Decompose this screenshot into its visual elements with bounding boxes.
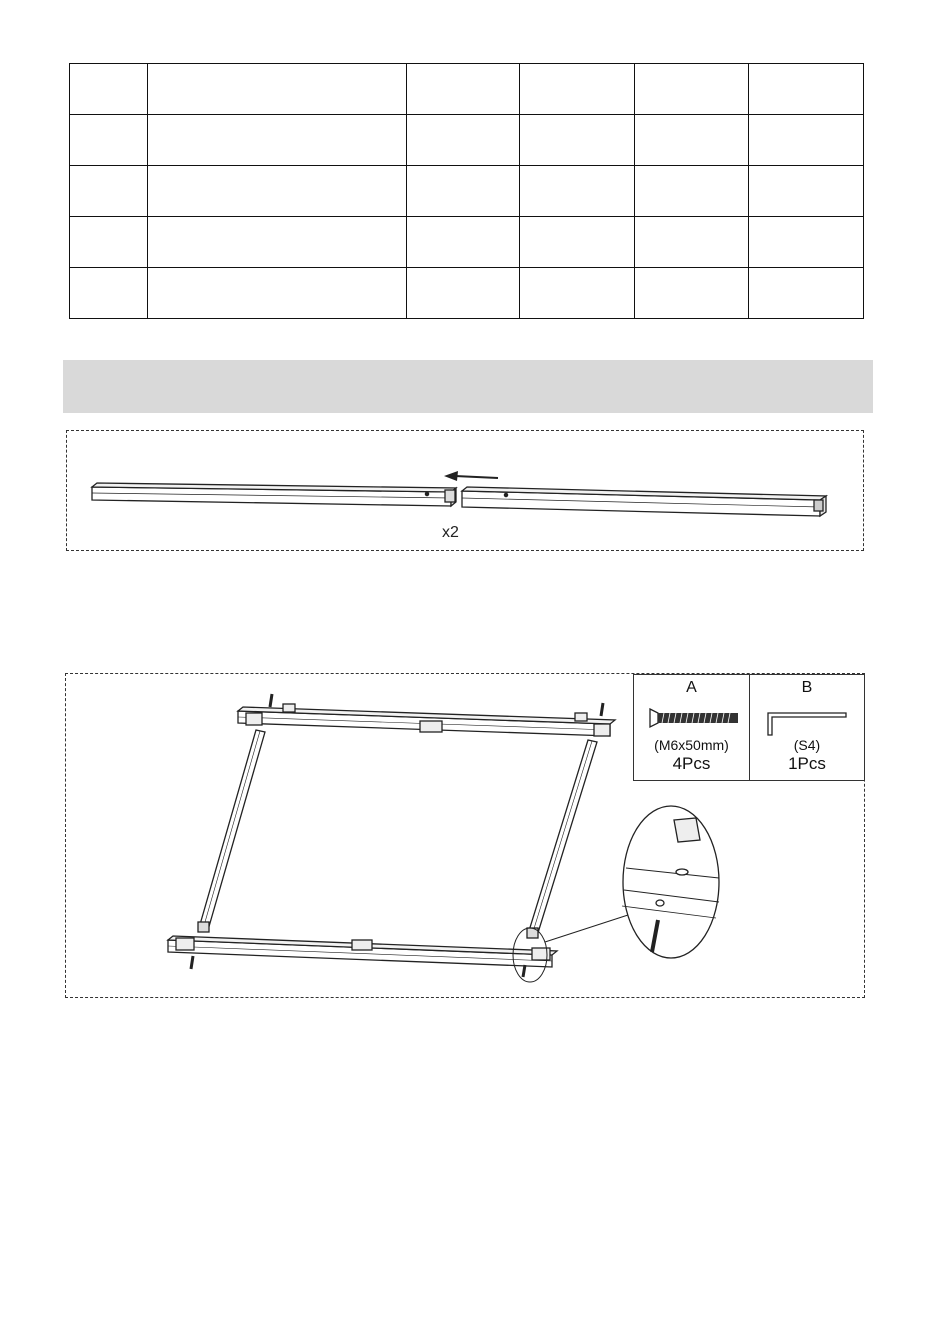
hardware-qty: 1Pcs [788, 754, 826, 773]
hardware-spec: (S4) [793, 737, 821, 753]
hardware-letter: B [801, 679, 813, 696]
detail-view-illustration [622, 806, 719, 958]
hardware-spec: (M6x50mm) [654, 737, 729, 753]
hardware-qty: 4Pcs [672, 754, 711, 773]
allen-key-icon [750, 699, 864, 739]
quantity-label: x2 [442, 524, 459, 541]
hardware-panel [633, 674, 865, 781]
hardware-item-a [634, 675, 750, 780]
bolt-icon [634, 699, 750, 739]
hardware-item-b [750, 675, 864, 780]
frame-assembly-illustration [168, 704, 628, 982]
hardware-letter: A [686, 679, 697, 696]
